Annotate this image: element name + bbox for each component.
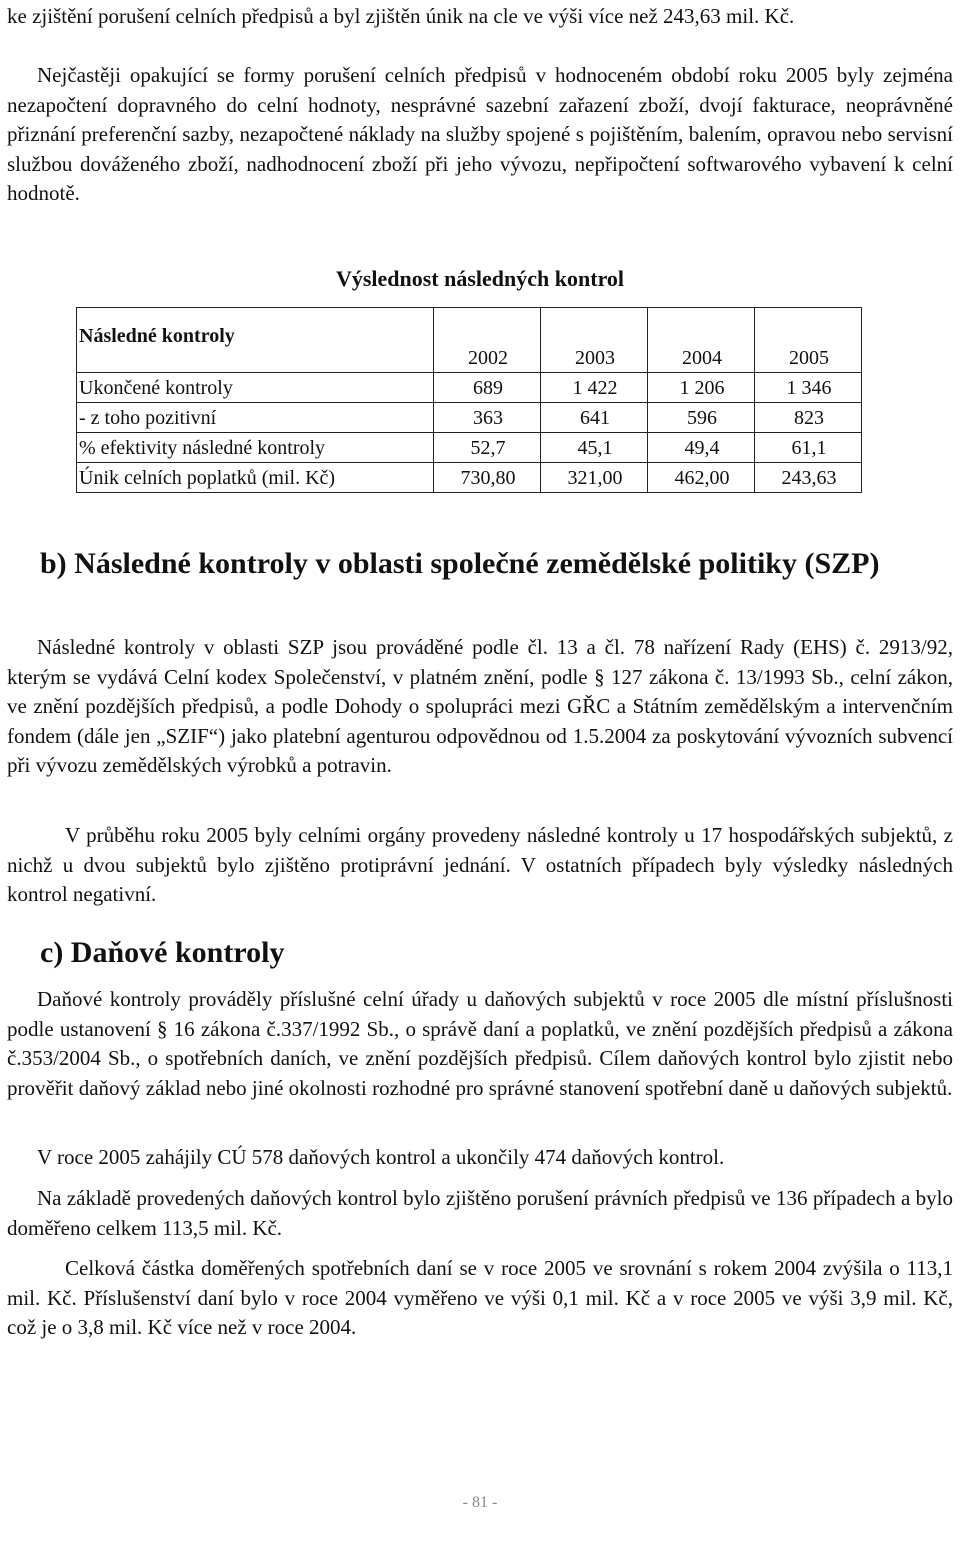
table-cell: 462,00 <box>648 463 755 493</box>
row-label: Únik celních poplatků (mil. Kč) <box>77 463 434 493</box>
table-cell: 49,4 <box>648 433 755 463</box>
row-label: - z toho pozitivní <box>77 403 434 433</box>
table-cell: 363 <box>434 403 541 433</box>
table-cell: 52,7 <box>434 433 541 463</box>
table-header-row <box>77 308 862 373</box>
table-cell: 1 346 <box>755 373 862 403</box>
table-cell: 823 <box>755 403 862 433</box>
paragraph-violation-forms: Nejčastěji opakující se formy porušení celních předpisů v hodnoceném období roku 2005 byly zejména nezapočtení dopravného do celní hodnoty, nesprávné sazební zařazení zboží, dvojí fakturace, neoprávněné přiznání preferenční sazby, nezapočtené náklady na služby spojené s pojištěním, balením, opravou nebo servisní službou dováženého zboží, nadhodnocení zboží při jeho vývozu, nepřipočtení softwarového vybavení k celní hodnotě. <box>7 63 953 205</box>
paragraph-tax-controls: Daňové kontroly prováděly příslušné celní úřady u daňových subjektů v roce 2005 dle místní příslušnosti podle ustanovení § 16 zákona č.337/1992 Sb., o správě daní a poplatků, ve znění pozdějších předpisů a zákona č.353/2004 Sb., o spotřebních daních, ve znění pozdějších předpisů. Cílem daňových kontrol bylo zjistit nebo prověřit daňový základ nebo jiné okolnosti rozhodné pro správné stanovení spotřební daně u daňových subjektů. <box>7 987 953 1100</box>
table-cell: 641 <box>541 403 648 433</box>
table-row <box>77 403 862 433</box>
paragraph-szp-results: V průběhu roku 2005 byly celními orgány provedeny následné kontroly u 17 hospodářských subjektů, z nichž u dvou subjektů bylo zjištěno protiprávní jednání. V ostatních případech byly výsledky následných kontrol negativní. <box>7 823 953 906</box>
section-heading-szp: b) Následné kontroly v oblasti společné zemědělské politiky (SZP) <box>40 547 880 580</box>
table-row <box>77 463 862 493</box>
table-header-year: 2003 <box>541 308 648 373</box>
table-cell: 730,80 <box>434 463 541 493</box>
table-row <box>77 433 862 463</box>
paragraph-tax-counts: V roce 2005 zahájily CÚ 578 daňových kontrol a ukončily 474 daňových kontrol. <box>37 1145 725 1169</box>
table-cell: 243,63 <box>755 463 862 493</box>
table-row <box>77 373 862 403</box>
page-number: - 81 - <box>462 1494 498 1511</box>
paragraph-szp-legal-basis: Následné kontroly v oblasti SZP jsou prováděné podle čl. 13 a čl. 78 nařízení Rady (EHS) č. 2913/92, kterým se vydává Celní kodex Společenství, v platném znění, podle § 127 zákona č. 13/1993 Sb., celní zákon, ve znění pozdějších předpisů, a podle Dohody o spolupráci mezi GŘC a Státním zemědělským a intervenčním fondem (dále jen „SZIF“) jako platební agenturou odpovědnou od 1.5.2004 za poskytování vývozních subvencí při vývozu zemědělských výrobků a potravin. <box>7 635 953 777</box>
table-cell: 61,1 <box>755 433 862 463</box>
row-label: Ukončené kontroly <box>77 373 434 403</box>
table-cell: 689 <box>434 373 541 403</box>
results-table <box>76 307 862 493</box>
table-caption: Výslednost následných kontrol <box>335 266 625 291</box>
table-cell: 1 422 <box>541 373 648 403</box>
table-cell: 321,00 <box>541 463 648 493</box>
row-label: % efektivity následné kontroly <box>77 433 434 463</box>
table-cell: 45,1 <box>541 433 648 463</box>
table-header-year: 2005 <box>755 308 862 373</box>
table-header-year: 2002 <box>434 308 541 373</box>
paragraph-tax-violations: Na základě provedených daňových kontrol bylo zjištěno porušení právních předpisů ve 136 případech a bylo doměřeno celkem 113,5 mil. Kč. <box>7 1186 953 1240</box>
table-header-year: 2004 <box>648 308 755 373</box>
section-heading-tax: c) Daňové kontroly <box>40 936 285 969</box>
paragraph-intro-continuation: ke zjištění porušení celních předpisů a byl zjištěn únik na cle ve výši více než 243,63 mil. Kč. <box>7 4 795 28</box>
table-header-label: Následné kontroly <box>77 308 434 373</box>
table-cell: 596 <box>648 403 755 433</box>
table-cell: 1 206 <box>648 373 755 403</box>
paragraph-tax-amounts: Celková částka doměřených spotřebních daní se v roce 2005 ve srovnání s rokem 2004 zvýšila o 113,1 mil. Kč. Příslušenství daní bylo v roce 2004 vyměřeno ve výši 0,1 mil. Kč a v roce 2005 ve výši 3,9 mil. Kč, což je o 3,8 mil. Kč více než v roce 2004. <box>7 1256 953 1339</box>
